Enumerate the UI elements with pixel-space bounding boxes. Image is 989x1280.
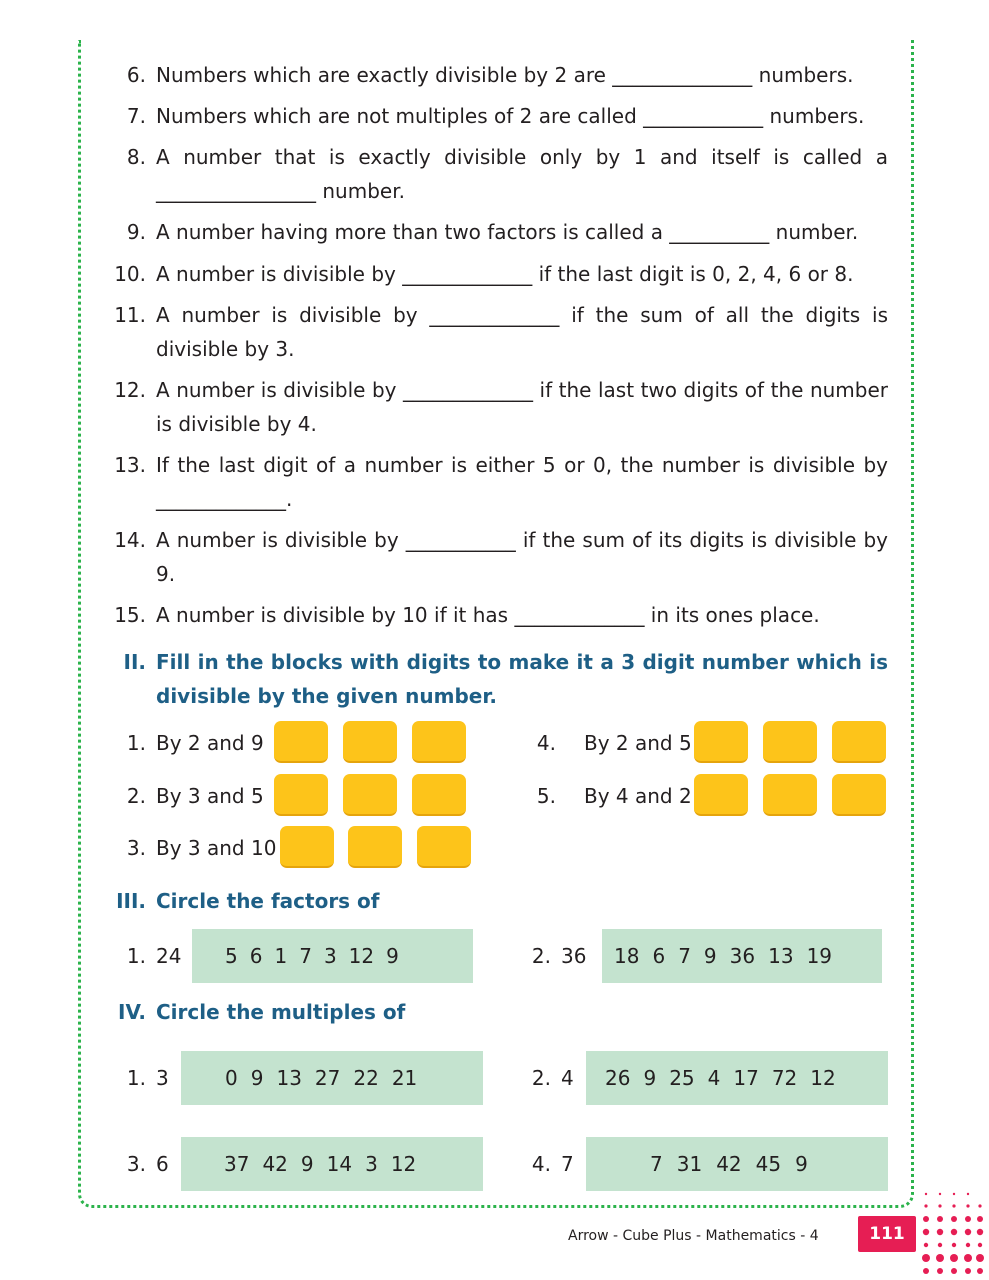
divisibility-item-3 (110, 826, 480, 870)
question-14 (100, 523, 888, 591)
option-number[interactable]: 12 (348, 944, 375, 968)
digit-block[interactable] (694, 774, 748, 816)
option-number[interactable]: 17 (733, 1066, 759, 1090)
question-number: 8. (126, 145, 146, 169)
digit-block[interactable] (348, 826, 402, 868)
option-box (586, 1051, 888, 1105)
question-number: 6. (126, 63, 146, 87)
option-box (181, 1051, 483, 1105)
option-number[interactable]: 4 (707, 1066, 721, 1090)
item-label: By 4 and 2 (584, 784, 692, 808)
option-number[interactable]: 13 (276, 1066, 302, 1090)
item-number: 1. (126, 944, 146, 968)
option-number[interactable]: 27 (314, 1066, 341, 1090)
page-number: 111 (858, 1216, 916, 1252)
target-number: 4 (561, 1066, 574, 1090)
section-number: II. (123, 650, 146, 674)
option-number[interactable]: 3 (323, 944, 337, 968)
digit-block[interactable] (274, 721, 328, 763)
option-number[interactable]: 9 (300, 1152, 314, 1176)
section-2-heading (100, 645, 888, 713)
option-number[interactable]: 6 (652, 944, 666, 968)
question-text: A number is divisible by 10 if it has _____________ in its ones place. (156, 603, 820, 627)
item-number: 4. (531, 1152, 551, 1176)
option-number[interactable]: 1 (274, 944, 288, 968)
question-text: Numbers which are not multiples of 2 are called ____________ numbers. (156, 104, 865, 128)
digit-block[interactable] (694, 721, 748, 763)
section-number: IV. (118, 1000, 146, 1024)
option-number[interactable]: 7 (678, 944, 691, 968)
question-number: 13. (114, 453, 146, 477)
option-number[interactable]: 6 (249, 944, 263, 968)
item-label: By 3 and 10 (156, 836, 277, 860)
item-number: 3. (126, 836, 146, 860)
question-text: Numbers which are exactly divisible by 2 are ______________ numbers. (156, 63, 854, 87)
target-number: 3 (156, 1066, 169, 1090)
decorative-dots (916, 1186, 986, 1276)
question-text: A number is divisible by ___________ if the sum of its digits is divisible by 9. (156, 528, 888, 586)
question-9 (100, 215, 888, 249)
option-number[interactable]: 12 (810, 1066, 836, 1090)
option-number[interactable]: 42 (262, 1152, 288, 1176)
question-number: 11. (114, 303, 146, 327)
option-number[interactable]: 22 (353, 1066, 379, 1090)
section-3-heading (100, 884, 888, 918)
option-number[interactable]: 13 (768, 944, 794, 968)
option-number[interactable]: 31 (676, 1152, 703, 1176)
option-number[interactable]: 25 (669, 1066, 695, 1090)
option-number[interactable]: 14 (326, 1152, 353, 1176)
divisibility-item-2 (110, 774, 480, 818)
question-number: 12. (114, 378, 146, 402)
question-text: A number that is exactly divisible only by 1 and itself is called a ________________ number. (156, 145, 888, 203)
option-number[interactable]: 7 (650, 1152, 663, 1176)
question-text: A number is divisible by _____________ if the last digit is 0, 2, 4, 6 or 8. (156, 262, 854, 286)
question-11 (100, 298, 888, 366)
option-number[interactable]: 9 (643, 1066, 657, 1090)
digit-block[interactable] (832, 721, 886, 763)
question-text: A number is divisible by _____________ if the last two digits of the number is divisible by 4. (156, 378, 888, 436)
multiple-row-2 (515, 1051, 895, 1105)
question-number: 10. (114, 262, 146, 286)
target-number: 24 (156, 944, 182, 968)
multiple-row-3 (110, 1137, 490, 1191)
option-box (586, 1137, 888, 1191)
option-number[interactable]: 7 (299, 944, 312, 968)
question-8 (100, 140, 888, 208)
divisibility-item-5 (520, 774, 890, 818)
question-13 (100, 448, 888, 516)
option-number[interactable]: 42 (716, 1152, 742, 1176)
factor-row-2 (515, 929, 885, 983)
question-15 (100, 598, 888, 632)
divisibility-item-4 (520, 721, 890, 765)
option-box (192, 929, 473, 983)
option-number[interactable]: 18 (614, 944, 640, 968)
digit-block[interactable] (343, 774, 397, 816)
option-number[interactable]: 12 (390, 1152, 417, 1176)
question-text: A number is divisible by _____________ if the sum of all the digits is divisible by 3. (156, 303, 888, 361)
option-number[interactable]: 72 (771, 1066, 798, 1090)
question-number: 15. (114, 603, 146, 627)
digit-block[interactable] (832, 774, 886, 816)
option-number[interactable]: 36 (729, 944, 756, 968)
option-number[interactable]: 9 (250, 1066, 264, 1090)
digit-block[interactable] (280, 826, 334, 868)
question-text: A number having more than two factors is called a __________ number. (156, 220, 859, 244)
section-title: Circle the factors of (156, 889, 380, 913)
digit-block[interactable] (274, 774, 328, 816)
option-number[interactable]: 0 (225, 1066, 238, 1090)
option-box (602, 929, 882, 983)
target-number: 7 (561, 1152, 574, 1176)
question-12 (100, 373, 888, 441)
item-number: 5. (536, 784, 556, 808)
digit-block[interactable] (412, 721, 466, 763)
digit-block[interactable] (412, 774, 466, 816)
option-number[interactable]: 21 (391, 1066, 418, 1090)
section-4-heading (100, 995, 888, 1029)
question-number: 7. (126, 104, 146, 128)
option-number[interactable]: 9 (795, 1152, 808, 1176)
question-10 (100, 257, 888, 291)
option-number[interactable]: 19 (806, 944, 833, 968)
factor-row-1 (110, 929, 480, 983)
multiple-row-1 (110, 1051, 490, 1105)
digit-block[interactable] (343, 721, 397, 763)
item-label: By 3 and 5 (156, 784, 264, 808)
option-number[interactable]: 9 (386, 944, 399, 968)
option-number[interactable]: 3 (365, 1152, 378, 1176)
book-title: Arrow - Cube Plus - Mathematics - 4 (568, 1228, 819, 1244)
digit-block[interactable] (417, 826, 471, 868)
digit-block[interactable] (763, 721, 817, 763)
item-number: 3. (126, 1152, 146, 1176)
item-number: 2. (531, 944, 551, 968)
item-number: 1. (126, 1066, 146, 1090)
item-number: 2. (126, 784, 146, 808)
target-number: 6 (156, 1152, 169, 1176)
item-number: 2. (531, 1066, 551, 1090)
question-number: 9. (126, 220, 146, 244)
item-label: By 2 and 9 (156, 731, 264, 755)
option-number[interactable]: 9 (703, 944, 717, 968)
target-number: 36 (561, 944, 587, 968)
question-7 (100, 99, 888, 133)
item-number: 1. (126, 731, 146, 755)
question-6 (100, 58, 888, 92)
option-number[interactable]: 37 (224, 1152, 250, 1176)
divisibility-item-1 (110, 721, 480, 765)
multiple-row-4 (515, 1137, 895, 1191)
item-label: By 2 and 5 (584, 731, 692, 755)
question-number: 14. (114, 528, 146, 552)
section-title: Fill in the blocks with digits to make it a 3 digit number which is divisible by the given number. (156, 650, 888, 708)
option-number[interactable]: 26 (605, 1066, 631, 1090)
digit-block[interactable] (763, 774, 817, 816)
option-number[interactable]: 5 (225, 944, 238, 968)
question-text: If the last digit of a number is either 5 or 0, the number is divisible by _____________. (156, 453, 888, 511)
item-number: 4. (536, 731, 556, 755)
section-title: Circle the multiples of (156, 1000, 406, 1024)
option-box (181, 1137, 483, 1191)
section-number: III. (116, 889, 146, 913)
option-number[interactable]: 45 (755, 1152, 782, 1176)
